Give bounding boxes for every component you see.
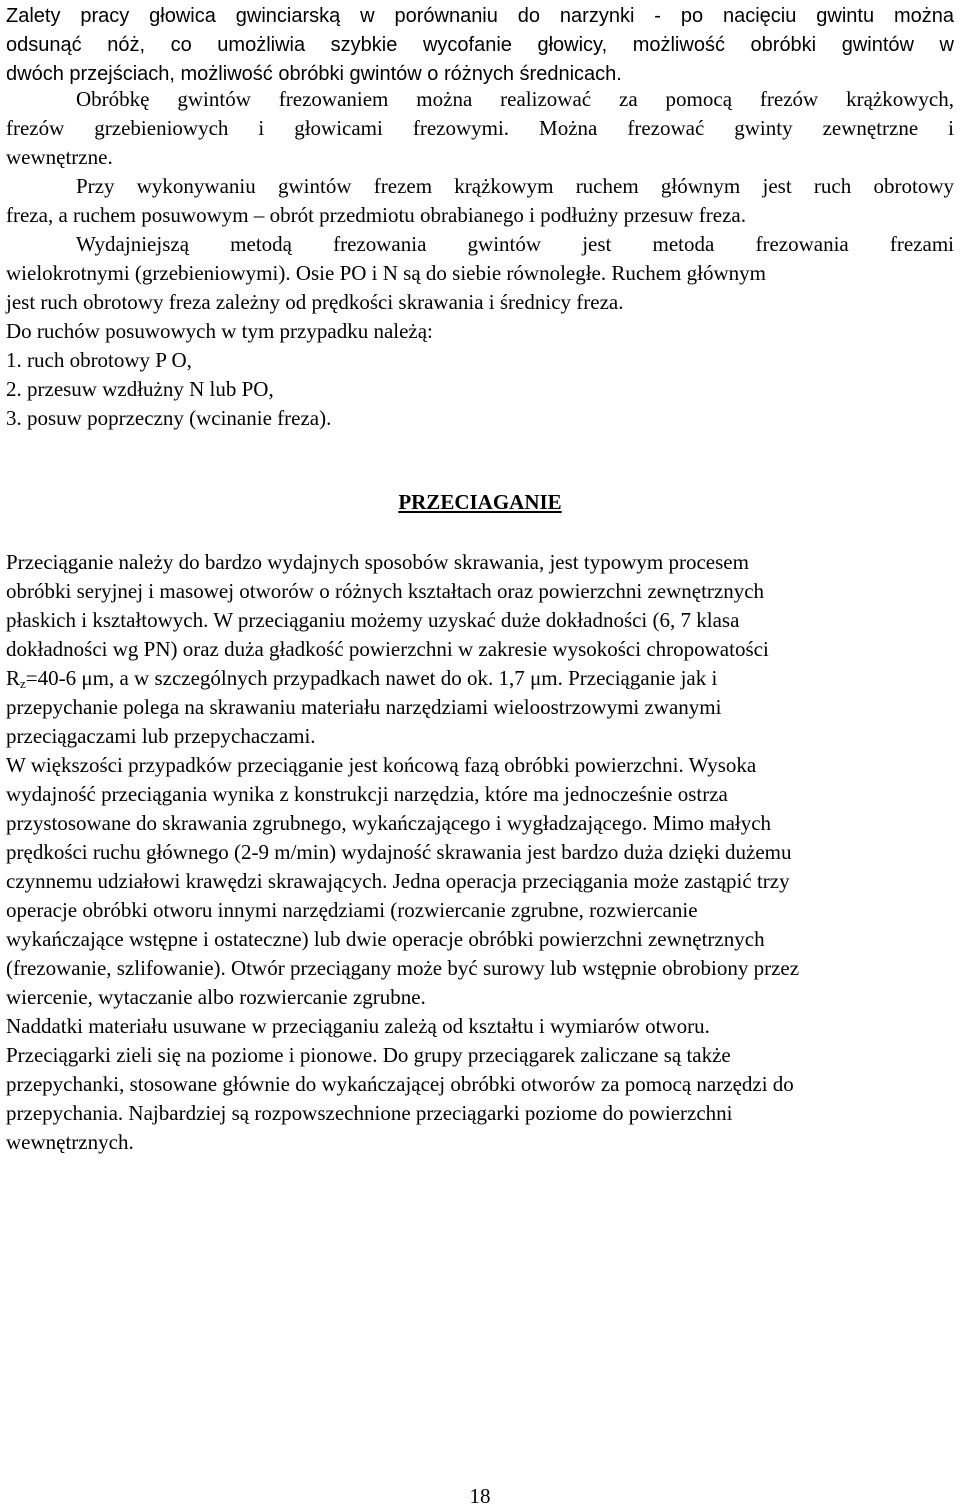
paragraph-line: przepychanie polega na skrawaniu materiału narzędziami wieloostrzowymi zwanymi	[6, 695, 722, 719]
intro-line: odsunąć nóż, co umożliwia szybkie wycofanie głowicy, możliwość obróbki gwintów w	[6, 34, 954, 56]
paragraph-line: czynnemu udziałowi krawędzi skrawających. Jedna operacja przeciągania może zastąpić trzy	[6, 869, 790, 893]
paragraph-line: przepychanki, stosowane głównie do wykańczającej obróbki otworów za pomocą narzędzi do	[6, 1072, 794, 1096]
paragraph-line: W większości przypadków przeciąganie jest końcową fazą obróbki powierzchni. Wysoka	[6, 753, 757, 777]
paragraph-line: wydajność przeciągania wynika z konstrukcji narzędzia, które ma jednocześnie ostrza	[6, 782, 728, 806]
paragraph-line: przeciągaczami lub przepychaczami.	[6, 724, 316, 748]
paragraph-line: płaskich i kształtowych. W przeciąganiu możemy uzyskać duże dokładności (6, 7 klasa	[6, 608, 740, 632]
paragraph-line: operacje obróbki otworu innymi narzędziami (rozwiercanie zgrubne, rozwiercanie	[6, 898, 698, 922]
rz-symbol: R	[6, 666, 21, 690]
section-title: PRZECIAGANIE	[398, 490, 562, 514]
paragraph-line: Naddatki materiału usuwane w przeciąganiu zależą od kształtu i wymiarów otworu.	[6, 1014, 710, 1038]
paragraph-line: obróbki seryjnej i masowej otworów o różnych kształtach oraz powierzchni zewnętrznych	[6, 579, 765, 603]
paragraph-line: Przeciąganie należy do bardzo wydajnych sposobów skrawania, jest typowym procesem	[6, 550, 749, 574]
thread-milling-section	[6, 85, 954, 433]
page-number: 18	[469, 1484, 491, 1508]
paragraph-line: wielokrotnymi (grzebieniowymi). Osie PO i N są do siebie równoległe. Ruchem głównym	[6, 261, 766, 285]
paragraph-line: prędkości ruchu głównego (2-9 m/min) wydajność skrawania jest bardzo duża dzięki dużemu	[6, 840, 792, 864]
intro-line: Zalety pracy głowica gwinciarską w porównaniu do narzynki - po nacięciu gwintu można	[6, 5, 954, 27]
rz-subscript: z	[20, 676, 26, 691]
paragraph-line: wiercenie, wytaczanie albo rozwiercanie zgrubne.	[6, 985, 426, 1009]
paragraph-line: Przeciągarki zieli się na poziome i pionowe. Do grupy przeciągarek zaliczane są także	[6, 1043, 731, 1067]
paragraph-line: przepychania. Najbardziej są rozpowszechnione przeciągarki poziome do powierzchni	[6, 1101, 733, 1125]
paragraph-line: jest ruch obrotowy freza zależny od prędkości skrawania i średnicy freza.	[6, 290, 624, 314]
paragraph-line: Wydajniejszą metodą frezowania gwintów jest metoda frezowania frezami	[76, 232, 954, 256]
roughness-line	[6, 664, 954, 693]
paragraph-line: Obróbkę gwintów frezowaniem można realizować za pomocą frezów krążkowych,	[76, 87, 954, 111]
paragraph-line: przystosowane do skrawania zgrubnego, wykańczającego i wygładzającego. Mimo małych	[6, 811, 772, 835]
rz-rest: =40-6 μm, a w szczególnych przypadkach nawet do ok. 1,7 μm. Przeciąganie jak i	[25, 666, 718, 690]
paragraph-line: Przy wykonywaniu gwintów frezem krążkowym ruchem głównym jest ruch obrotowy	[76, 174, 954, 198]
paragraph-line: wykańczające wstępne i ostateczne) lub dwie operacje obróbki powierzchni zewnętrznych	[6, 927, 765, 951]
list-item: 1. ruch obrotowy P O,	[6, 348, 192, 372]
list-item: 2. przesuw wzdłużny N lub PO,	[6, 377, 274, 401]
paragraph-line: wewnętrznych.	[6, 1130, 134, 1154]
intro-line: dwóch przejściach, możliwość obróbki gwintów o różnych średnicach.	[6, 63, 622, 85]
paragraph-line: wewnętrzne.	[6, 145, 113, 169]
list-item: 3. posuw poprzeczny (wcinanie freza).	[6, 406, 332, 430]
broaching-section	[6, 548, 954, 1157]
intro-paragraph	[6, 2, 954, 89]
paragraph-line: freza, a ruchem posuwowym – obrót przedmiotu obrabianego i podłużny przesuw freza.	[6, 203, 746, 227]
paragraph-line: frezów grzebieniowych i głowicami frezowymi. Można frezować gwinty zewnętrzne i	[6, 116, 954, 140]
paragraph-line: dokładności wg PN) oraz duża gładkość powierzchni w zakresie wysokości chropowatości	[6, 637, 769, 661]
motions-intro: Do ruchów posuwowych w tym przypadku należą:	[6, 319, 433, 343]
paragraph-line: (frezowanie, szlifowanie). Otwór przeciągany może być surowy lub wstępnie obrobiony przez	[6, 956, 800, 980]
